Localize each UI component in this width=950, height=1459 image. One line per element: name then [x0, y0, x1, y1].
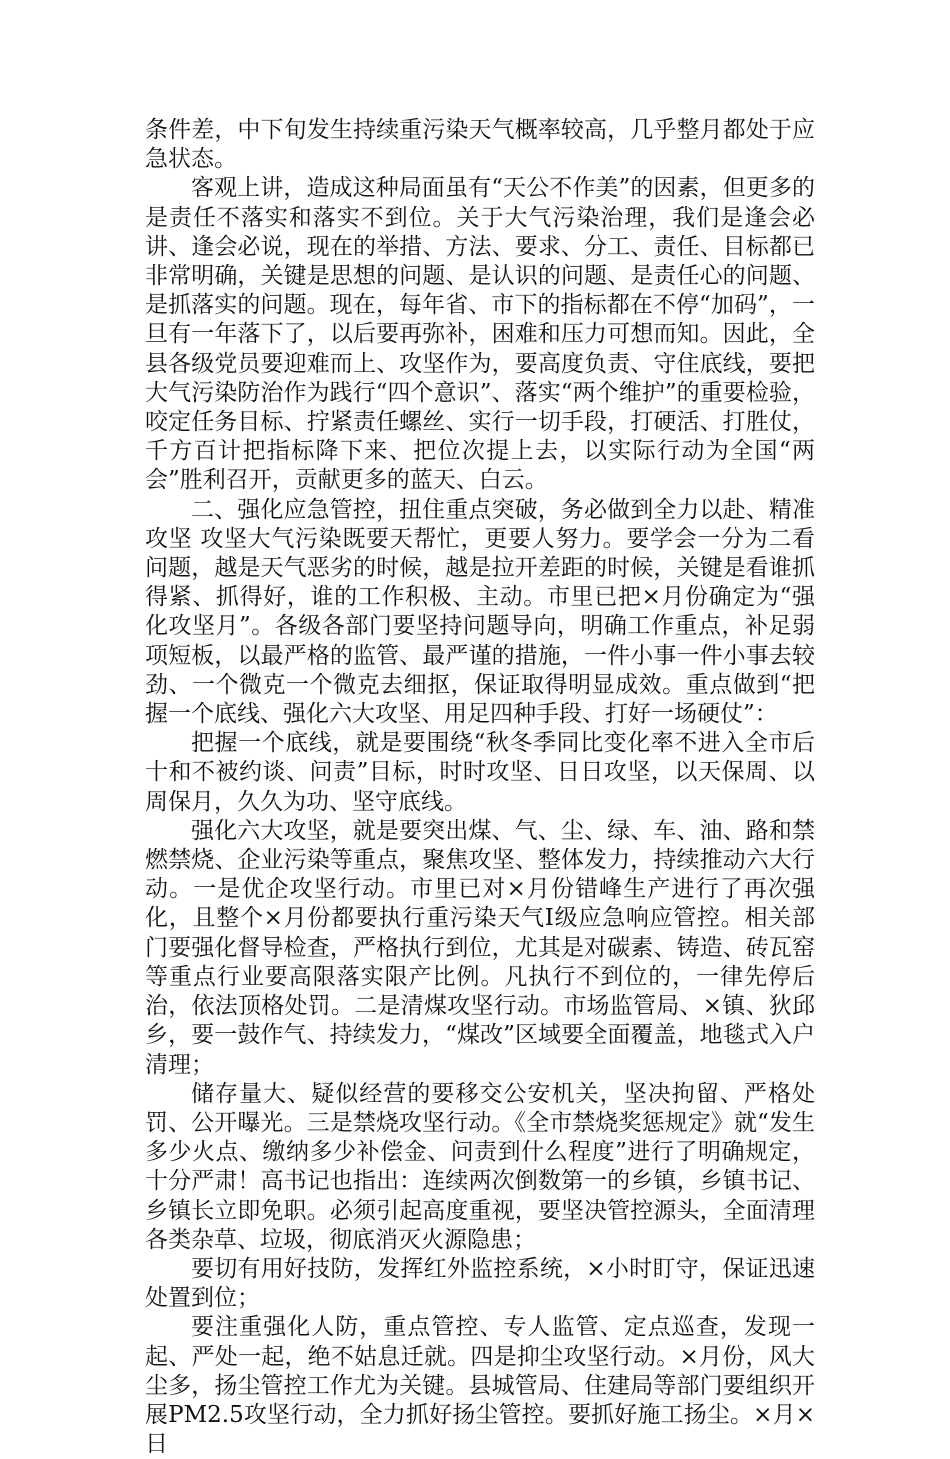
- paragraph-5: 强化六大攻坚，就是要突出煤、气、尘、绿、车、油、路和禁燃禁烧、企业污染等重点，聚焦攻坚、整体发力，持续推动六大行动。一是优企攻坚行动。市里已对×月份错峰生产进行了再次强化，且整个×月份都要执行重污染天气Ⅰ级应急响应管控。相关部门要强化督导检查，严格执行到位，尤其是对碳素、铸造、砖瓦窑等重点行业要高限落实限产比例。凡执行不到位的，一律先停后治，依法顶格处罚。二是清煤攻坚行动。市场监管局、×镇、狄邱乡，要一鼓作气、持续发力，“煤改”区域要全面覆盖，地毯式入户清理；: [145, 817, 815, 1078]
- paragraph-2: 客观上讲，造成这种局面虽有“天公不作美”的因素，但更多的是责任不落实和落实不到位。关于大气污染治理，我们是逢会必讲、逢会必说，现在的举措、方法、要求、分工、责任、目标都已非常明确，关键是思想的问题、是认识的问题、是责任心的问题、是抓落实的问题。现在，每年省、市下的指标都在不停“加码”，一旦有一年落下了，以后要再弥补，困难和压力可想而知。因此，全县各级党员要迎难而上、攻坚作为，要高度负责、守住底线，要把大气污染防治作为践行“四个意识”、落实“两个维护”的重要检验，咬定任务目标、拧紧责任螺丝、实行一切手段，打硬活、打胜仗，千方百计把指标降下来、把位次提上去，以实际行动为全国“两会”胜利召开，贡献更多的蓝天、白云。: [145, 175, 815, 494]
- paragraph-4: 把握一个底线，就是要围绕“秋冬季同比变化率不进入全市后十和不被约谈、问责”目标，时时攻坚、日日攻坚，以天保周、以周保月，久久为功、坚守底线。: [145, 730, 815, 815]
- paragraph-6: 储存量大、疑似经营的要移交公安机关，坚决拘留、严格处罚、公开曝光。三是禁烧攻坚行动。《全市禁烧奖惩规定》就“发生多少火点、缴纳多少补偿金、问责到什么程度”进行了明确规定，十分严肃！高书记也指出：连续两次倒数第一的乡镇，乡镇书记、乡镇长立即免职。必须引起高度重视，要坚决管控源头，全面清理各类杂草、垃圾，彻底消灭火源隐患；: [145, 1080, 815, 1253]
- paragraph-3: 二、强化应急管控，扭住重点突破，务必做到全力以赴、精准攻坚 攻坚大气污染既要天帮忙，更要人努力。要学会一分为二看问题，越是天气恶劣的时候，越是拉开差距的时候，关键是看谁抓得紧、抓得好，谁的工作积极、主动。市里已把×月份确定为“强化攻坚月”。各级各部门要坚持问题导向，明确工作重点，补足弱项短板，以最严格的监管、最严谨的措施，一件小事一件小事去较劲、一个微克一个微克去细抠，保证取得明显成效。重点做到“把握一个底线、强化六大攻坚、用足四种手段、打好一场硬仗”：: [145, 496, 815, 728]
- paragraph-7: 要切有用好技防，发挥红外监控系统，×小时盯守，保证迅速处置到位；: [145, 1255, 815, 1312]
- paragraph-1: 条件差，中下旬发生持续重污染天气概率较高，几乎整月都处于应急状态。: [145, 117, 815, 173]
- paragraph-8: 要注重强化人防，重点管控、专人监管、定点巡查，发现一起、严处一起，绝不姑息迁就。四是抑尘攻坚行动。×月份，风大尘多，扬尘管控工作尤为关键。县城管局、住建局等部门要组织开展PM2.5攻坚行动，全力抓好扬尘管控。要抓好施工扬尘。×月×日: [145, 1314, 815, 1458]
- document-body: [145, 116, 815, 1459]
